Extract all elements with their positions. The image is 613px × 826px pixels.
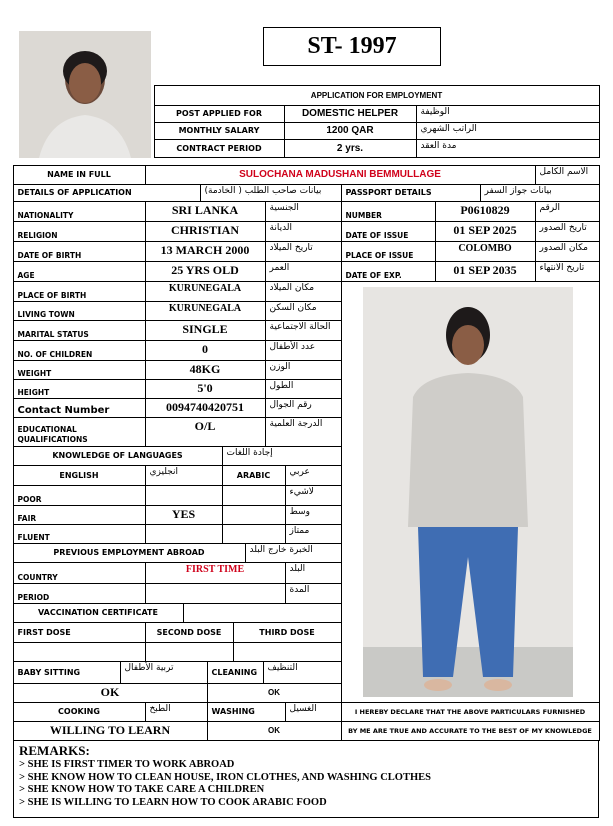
field-label-ar: عدد الأطفال	[265, 340, 342, 361]
vaccination-value	[183, 603, 342, 623]
field-label: LIVING TOWN	[13, 301, 146, 321]
field-label: EDUCATIONAL QUALIFICATIONS	[13, 417, 146, 447]
portrait-photo	[19, 31, 151, 158]
cooking-value: WILLING TO LEARN	[13, 721, 208, 741]
field-value: 0	[145, 340, 266, 361]
remark-line: > SHE IS FIRST TIMER TO WORK ABROAD	[19, 759, 235, 770]
languages-title-ar: إجادة اللغات	[222, 446, 342, 466]
passport-field-label: DATE OF ISSUE	[341, 221, 436, 242]
field-label: NATIONALITY	[13, 201, 146, 222]
field-value: 13 MARCH 2000	[145, 241, 266, 262]
passport-label: PASSPORT DETAILS	[341, 184, 481, 202]
field-value: KURUNEGALA	[145, 281, 266, 302]
header-label-ar: مدة العقد	[416, 139, 600, 158]
passport-label-ar: بيانات جواز السفر	[480, 184, 600, 202]
header-label: CONTRACT PERIOD	[154, 139, 285, 158]
field-label: DATE OF BIRTH	[13, 241, 146, 262]
remarks-section	[13, 740, 599, 818]
remark-line: > SHE KNOW HOW TO TAKE CARE A CHILDREN	[19, 784, 265, 795]
declaration-line: BY ME ARE TRUE AND ACCURATE TO THE BEST OF MY KNOWLEDGE	[341, 721, 600, 741]
passport-field-value: P0610829	[435, 201, 536, 222]
baby-sitting-label-ar: تربية الأطفال	[120, 661, 208, 684]
arabic-header-ar: عربي	[285, 465, 342, 486]
passport-field-label: DATE OF EXP.	[341, 261, 436, 282]
period-label-ar: المدة	[285, 583, 342, 604]
second-dose-value	[145, 642, 234, 662]
field-label-ar: تاريخ الميلاد	[265, 241, 342, 262]
header-label: MONTHLY SALARY	[154, 122, 285, 140]
cleaning-value: OK	[207, 683, 342, 703]
field-value: SRI LANKA	[145, 201, 266, 222]
level-label-ar: وسط	[285, 505, 342, 525]
field-label-ar: الدرجة العلمية	[265, 417, 342, 447]
field-value: KURUNEGALA	[145, 301, 266, 321]
cleaning-label-ar: التنظيف	[263, 661, 342, 684]
english-level-value: YES	[145, 505, 223, 525]
washing-value: OK	[207, 721, 342, 741]
passport-field-label-ar: مكان الصدور	[535, 241, 600, 262]
header-value: 1200 QAR	[284, 122, 417, 140]
field-label-ar: الوزن	[265, 360, 342, 380]
field-label-ar: مكان السكن	[265, 301, 342, 321]
field-value: 25 YRS OLD	[145, 261, 266, 282]
washing-label: WASHING	[207, 702, 286, 722]
cooking-label-ar: الطبخ	[145, 702, 208, 722]
period-label: PERIOD	[13, 583, 146, 604]
field-label: WEIGHT	[13, 360, 146, 380]
name-label-ar: الاسم الكامل	[535, 165, 600, 185]
header-label-ar: الوظيفة	[416, 105, 600, 123]
field-label: RELIGION	[13, 221, 146, 242]
cleaning-label: CLEANING	[207, 661, 264, 684]
arabic-header: ARABIC	[222, 465, 286, 486]
field-label-ar: العمر	[265, 261, 342, 282]
field-value: 5'0	[145, 379, 266, 399]
field-label: AGE	[13, 261, 146, 282]
passport-field-value: COLOMBO	[435, 241, 536, 262]
field-label-ar: الحالة الاجتماعية	[265, 320, 342, 341]
passport-field-label-ar: تاريخ الصدور	[535, 221, 600, 242]
field-value: SINGLE	[145, 320, 266, 341]
field-label-ar: مكان الميلاد	[265, 281, 342, 302]
field-label-ar: الديانة	[265, 221, 342, 242]
field-label-ar: الجنسية	[265, 201, 342, 222]
full-name: SULOCHANA MADUSHANI BEMMULLAGE	[145, 165, 536, 185]
header-value: 2 yrs.	[284, 139, 417, 158]
header-value: DOMESTIC HELPER	[284, 105, 417, 123]
passport-field-value: 01 SEP 2025	[435, 221, 536, 242]
first-dose-value	[13, 642, 146, 662]
languages-title: KNOWLEDGE OF LANGUAGES	[13, 446, 223, 466]
english-level-value	[145, 485, 223, 506]
previous-employment-title-ar: الخبرة خارج البلد	[245, 543, 342, 563]
country-label: COUNTRY	[13, 562, 146, 584]
level-label-ar: ممتاز	[285, 524, 342, 544]
header-label-ar: الراتب الشهري	[416, 122, 600, 140]
second-dose-label: SECOND DOSE	[145, 622, 234, 643]
arabic-level-value	[222, 485, 286, 506]
level-label: FLUENT	[13, 524, 146, 544]
field-label-ar: رقم الجوال	[265, 398, 342, 418]
english-header-ar: انجليزي	[145, 465, 223, 486]
english-header: ENGLISH	[13, 465, 146, 486]
remarks-title: REMARKS:	[19, 743, 90, 758]
vaccination-title: VACCINATION CERTIFICATE	[13, 603, 184, 623]
field-value: 48KG	[145, 360, 266, 380]
washing-label-ar: الغسيل	[285, 702, 342, 722]
field-value: 0094740420751	[145, 398, 266, 418]
country-label-ar: البلد	[285, 562, 342, 584]
declaration-line: I HEREBY DECLARE THAT THE ABOVE PARTICULARS FURNISHED	[341, 702, 600, 722]
full-body-photo	[363, 287, 573, 697]
field-value: O/L	[145, 417, 266, 447]
header-label: POST APPLIED FOR	[154, 105, 285, 123]
field-label: HEIGHT	[13, 379, 146, 399]
field-label: MARITAL STATUS	[13, 320, 146, 341]
remark-line: > SHE IS WILLING TO LEARN HOW TO COOK ARABIC FOOD	[19, 796, 327, 808]
field-label: PLACE OF BIRTH	[13, 281, 146, 302]
third-dose-value	[233, 642, 342, 662]
name-label: NAME IN FULL	[13, 165, 146, 185]
passport-field-label-ar: تاريخ الانتهاء	[535, 261, 600, 282]
period-value	[145, 583, 286, 604]
baby-sitting-value: OK	[13, 683, 208, 703]
country-value: FIRST TIME	[145, 562, 286, 584]
details-label-ar: بيانات صاحب الطلب ( الخادمة)	[200, 184, 342, 202]
details-label: DETAILS OF APPLICATION	[13, 184, 201, 202]
passport-field-value: 01 SEP 2035	[435, 261, 536, 282]
arabic-level-value	[222, 505, 286, 525]
arabic-level-value	[222, 524, 286, 544]
passport-field-label-ar: الرقم	[535, 201, 600, 222]
field-label-ar: الطول	[265, 379, 342, 399]
field-value: CHRISTIAN	[145, 221, 266, 242]
form-title: APPLICATION FOR EMPLOYMENT	[154, 85, 600, 106]
remark-line: > SHE KNOW HOW TO CLEAN HOUSE, IRON CLOTHES, AND WASHING CLOTHES	[19, 771, 431, 783]
level-label-ar: لاشيء	[285, 485, 342, 506]
cooking-label: COOKING	[13, 702, 146, 722]
field-label: Contact Number	[13, 398, 146, 418]
first-dose-label: FIRST DOSE	[13, 622, 146, 643]
passport-field-label: NUMBER	[341, 201, 436, 222]
level-label: POOR	[13, 485, 146, 506]
level-label: FAIR	[13, 505, 146, 525]
previous-employment-title: PREVIOUS EMPLOYMENT ABROAD	[13, 543, 246, 563]
baby-sitting-label: BABY SITTING	[13, 661, 121, 684]
english-level-value	[145, 524, 223, 544]
field-label: NO. OF CHILDREN	[13, 340, 146, 361]
reference-code: ST- 1997	[263, 27, 441, 66]
third-dose-label: THIRD DOSE	[233, 622, 342, 643]
passport-field-label: PLACE OF ISSUE	[341, 241, 436, 262]
